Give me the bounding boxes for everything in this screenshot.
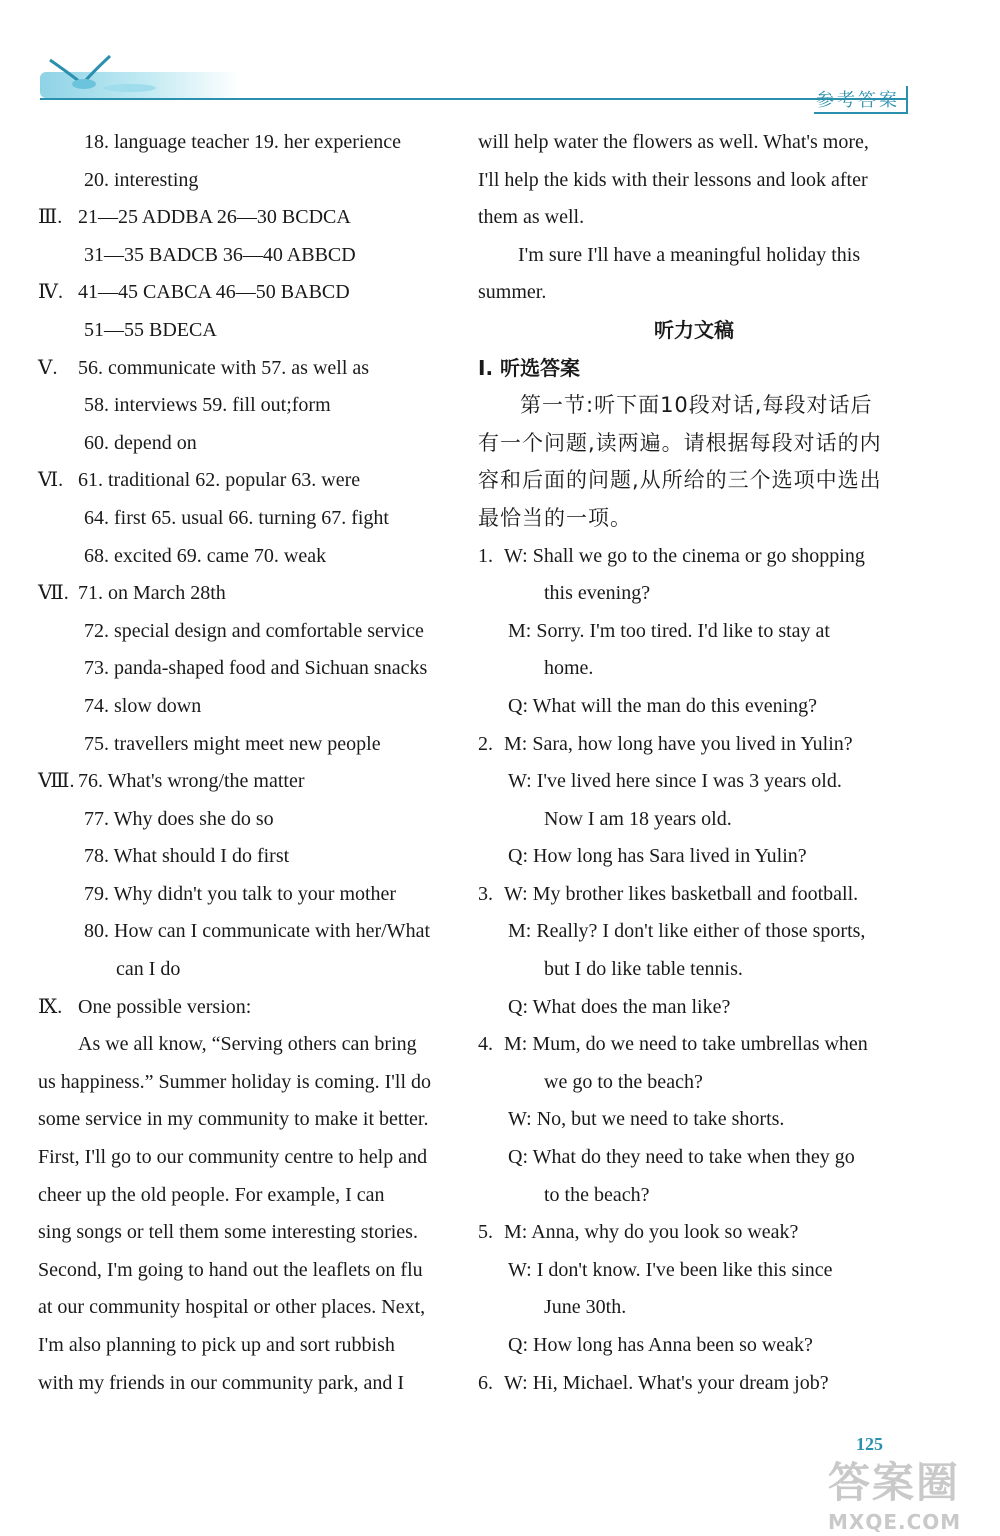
answer-line: 72. special design and comfortable service: [84, 619, 424, 642]
answer-text: 76. What's wrong/the matter: [78, 770, 305, 793]
text-line: cheer up the old people. For example, I can: [38, 1183, 385, 1206]
watermark: [828, 1450, 988, 1534]
dialogue-line: Now I am 18 years old.: [544, 807, 732, 830]
answer-line: 79. Why didn't you talk to your mother: [84, 882, 397, 905]
dialogue-line: Q: How long has Sara lived in Yulin?: [508, 845, 807, 868]
dialogue-text: M: Sara, how long have you lived in Yulin?: [504, 732, 853, 755]
answer-text: 56. communicate with 57. as well as: [78, 356, 370, 379]
dialogue-line: W: I've lived here since I was 3 years old.: [508, 770, 842, 793]
section-roman-numeral: Ⅴ.: [38, 356, 58, 379]
dialogue-number: 4.: [478, 1033, 493, 1056]
subsection-heading: Ⅰ. 听选答案: [478, 355, 581, 380]
dialogue-text: W: My brother likes basketball and football.: [504, 882, 859, 905]
dialogue-text: W: Shall we go to the cinema or go shopping: [504, 544, 865, 567]
left-column: [38, 124, 463, 1402]
section-roman-numeral: Ⅶ.: [38, 582, 69, 605]
dialogue-number: 2.: [478, 732, 493, 755]
text-line: First, I'll go to our community centre to help and: [38, 1146, 428, 1169]
dialogue-number: 5.: [478, 1221, 493, 1244]
dialogue-line: Q: What does the man like?: [508, 995, 731, 1018]
answer-text: 61. traditional 62. popular 63. were: [78, 469, 361, 492]
text-line: with my friends in our community park, and I: [38, 1371, 405, 1394]
dialogue-line: M: Sorry. I'm too tired. I'd like to stay at: [508, 619, 830, 642]
text-line: them as well.: [478, 206, 585, 229]
section-roman-numeral: Ⅳ.: [38, 281, 63, 304]
text-line: will help water the flowers as well. What's more,: [478, 131, 869, 153]
answer-line: [38, 575, 463, 613]
watermark-text: 答案圈: [828, 1458, 961, 1507]
dialogue-text: M: Mum, do we need to take umbrellas when: [504, 1033, 868, 1056]
dialogue-number: 3.: [478, 882, 493, 905]
answer-line: 58. interviews 59. fill out;form: [84, 394, 331, 417]
essay-line: As we all know, “Serving others can bring: [78, 1033, 417, 1056]
instruction-line: 第一节:听下面10段对话,每段对话后: [520, 393, 873, 418]
dialogue-line: M: Really? I don't like either of those sports,: [508, 920, 866, 943]
section-roman-numeral: Ⅵ.: [38, 469, 64, 492]
text-line: I'm also planning to pick up and sort rubbish: [38, 1334, 395, 1356]
dialogue-number: 1.: [478, 544, 493, 567]
text-line: us happiness.” Summer holiday is coming. I'll do: [38, 1070, 432, 1093]
dialogue-line: Q: How long has Anna been so weak?: [508, 1334, 813, 1356]
answer-line: 18. language teacher 19. her experience: [84, 131, 402, 153]
answer-line: 73. panda-shaped food and Sichuan snacks: [84, 657, 428, 680]
right-column: [478, 124, 910, 1402]
instruction-line: 容和后面的问题,从所给的三个选项中选出: [478, 468, 882, 493]
dialogue-number: 6.: [478, 1371, 493, 1394]
text-line: sing songs or tell them some interesting stories.: [38, 1221, 418, 1244]
dialogue-line: W: No, but we need to take shorts.: [508, 1108, 785, 1131]
dialogue-line: we go to the beach?: [544, 1070, 703, 1093]
answer-line: [38, 989, 463, 1027]
dialogue-line: June 30th.: [544, 1296, 627, 1319]
dialogue-line: Q: What will the man do this evening?: [508, 694, 818, 717]
text-line: at our community hospital or other places. Next,: [38, 1296, 426, 1319]
section-roman-numeral: Ⅸ.: [38, 995, 63, 1018]
answer-line: [38, 350, 463, 388]
answer-line: can I do: [116, 958, 181, 981]
answer-text: One possible version:: [78, 995, 252, 1018]
header-rule: [40, 98, 908, 100]
dialogue-line: [478, 538, 910, 576]
dialogue-line: [478, 1214, 910, 1252]
answer-line: [38, 462, 463, 500]
watermark-url: MXQE.COM: [828, 1510, 962, 1534]
dialogue-text: M: Anna, why do you look so weak?: [504, 1221, 799, 1244]
answer-line: [38, 199, 463, 237]
answer-line: 74. slow down: [84, 694, 202, 717]
section-heading: 听力文稿: [654, 317, 734, 342]
dialogue-line: W: I don't know. I've been like this since: [508, 1258, 833, 1281]
answer-line: 64. first 65. usual 66. turning 67. fight: [84, 506, 389, 529]
text-line: Second, I'm going to hand out the leaflets on flu: [38, 1258, 423, 1281]
dialogue-line: but I do like table tennis.: [544, 958, 743, 981]
dialogue-line: [478, 876, 910, 914]
instruction-line: 有一个问题,读两遍。请根据每段对话的内: [478, 430, 882, 455]
answer-line: 80. How can I communicate with her/What: [84, 920, 430, 943]
dialogue-line: [478, 1026, 910, 1064]
answer-line: 31—35 BADCB 36—40 ABBCD: [84, 243, 356, 266]
dialogue-line: [478, 726, 910, 764]
section-roman-numeral: Ⅲ.: [38, 206, 63, 229]
text-line: some service in my community to make it better.: [38, 1108, 429, 1131]
section-roman-numeral: Ⅷ.: [38, 770, 75, 793]
dialogue-line: this evening?: [544, 582, 651, 605]
header-section-tag: 参考答案: [814, 86, 908, 114]
dialogue-line: to the beach?: [544, 1183, 650, 1206]
header-dragonfly-icon: [40, 52, 170, 96]
answer-line: 20. interesting: [84, 168, 199, 191]
answer-line: 78. What should I do first: [84, 845, 290, 868]
answer-text: 21—25 ADDBA 26—30 BCDCA: [78, 206, 351, 229]
instruction-line: 最恰当的一项。: [478, 505, 632, 530]
dialogue-text: W: Hi, Michael. What's your dream job?: [504, 1371, 829, 1394]
text-line: I'll help the kids with their lessons and look after: [478, 168, 868, 191]
answer-line: 75. travellers might meet new people: [84, 732, 381, 755]
text-line: summer.: [478, 281, 547, 304]
page-number: 125: [856, 1434, 883, 1454]
answer-text: 71. on March 28th: [78, 582, 226, 605]
dialogue-line: [478, 1365, 910, 1403]
answer-line: 60. depend on: [84, 431, 197, 454]
answer-line: [38, 274, 463, 312]
answer-line: [38, 763, 463, 801]
dialogue-line: Q: What do they need to take when they go: [508, 1146, 855, 1169]
answer-line: 51—55 BDECA: [84, 318, 217, 341]
dialogue-line: home.: [544, 657, 594, 680]
essay-line: I'm sure I'll have a meaningful holiday this: [518, 243, 861, 266]
answer-text: 41—45 CABCA 46—50 BABCD: [78, 281, 350, 304]
answer-line: 68. excited 69. came 70. weak: [84, 544, 327, 567]
answer-line: 77. Why does she do so: [84, 807, 274, 830]
